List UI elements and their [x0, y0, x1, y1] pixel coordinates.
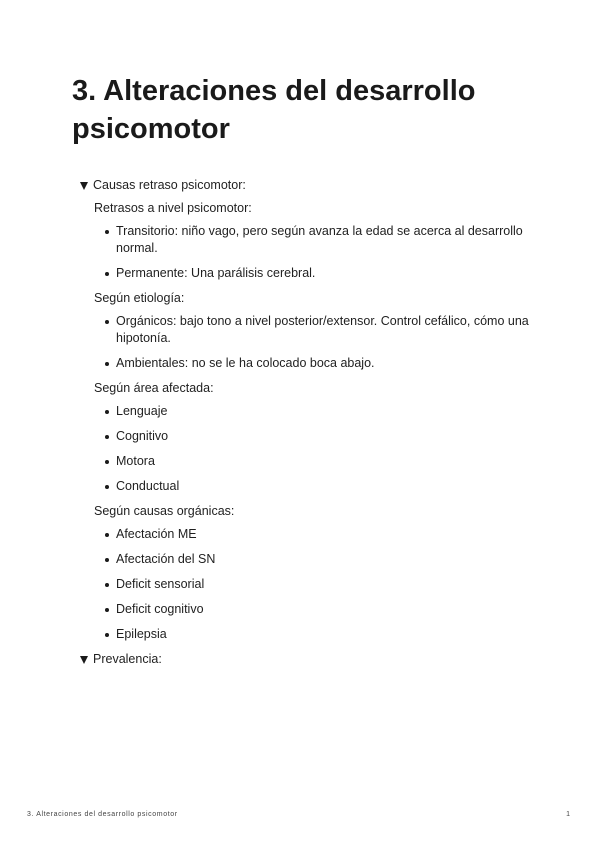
list-item	[116, 626, 540, 643]
list-item	[116, 478, 540, 495]
list-item	[116, 453, 540, 470]
toggle-label: Prevalencia:	[93, 652, 162, 666]
toggle-label: Causas retraso psicomotor:	[93, 178, 246, 192]
bullet-icon	[105, 608, 109, 612]
list-item	[116, 223, 540, 257]
list-item-text: Transitorio: niño vago, pero según avanza la edad se acerca al desarrollo normal.	[116, 224, 523, 255]
list-item	[116, 551, 540, 568]
bullet-list	[94, 403, 540, 495]
list-item-text: Permanente: Una parálisis cerebral.	[116, 266, 316, 280]
bullet-list	[94, 313, 540, 372]
list-item-text: Afectación del SN	[116, 552, 216, 566]
footer-page-number: 1	[566, 811, 570, 818]
section-heading: Retrasos a nivel psicomotor:	[94, 201, 252, 215]
bullet-icon	[105, 583, 109, 587]
bullet-icon	[105, 633, 109, 637]
bullet-icon	[105, 320, 109, 324]
bullet-icon	[105, 533, 109, 537]
triangle-down-icon[interactable]	[80, 182, 88, 190]
list-item	[116, 601, 540, 618]
bullet-icon	[105, 435, 109, 439]
toggle-body-causas	[80, 194, 540, 643]
list-item-text: Lenguaje	[116, 404, 168, 418]
section-heading: Según etiología:	[94, 291, 185, 305]
list-item-text: Conductual	[116, 479, 180, 493]
list-item-text: Orgánicos: bajo tono a nivel posterior/extensor. Control cefálico, cómo una hipotonía.	[116, 314, 529, 345]
bullet-icon	[105, 460, 109, 464]
section-heading: Según área afectada:	[94, 381, 214, 395]
list-item	[116, 428, 540, 445]
section-heading: Según causas orgánicas:	[94, 504, 235, 518]
toggle-header-causas[interactable]	[80, 177, 540, 194]
bullet-icon	[105, 558, 109, 562]
list-item	[116, 403, 540, 420]
list-item	[116, 355, 540, 372]
bullet-icon	[105, 410, 109, 414]
list-item	[116, 313, 540, 347]
list-item-text: Ambientales: no se le ha colocado boca abajo.	[116, 356, 375, 370]
list-item	[116, 526, 540, 543]
toggle-prevalencia	[80, 651, 540, 668]
list-item	[116, 265, 540, 282]
list-item-text: Deficit cognitivo	[116, 602, 204, 616]
page-title: 3. Alteraciones del desarrollo psicomotor	[72, 75, 476, 145]
bullet-icon	[105, 272, 109, 276]
toggle-causas	[80, 177, 540, 643]
toggle-header-prevalencia[interactable]	[80, 651, 540, 668]
bullet-list	[94, 526, 540, 643]
list-item	[116, 576, 540, 593]
footer-title: 3. Alteraciones del desarrollo psicomotor	[27, 811, 178, 818]
list-item-text: Motora	[116, 454, 155, 468]
list-item-text: Afectación ME	[116, 527, 197, 541]
bullet-icon	[105, 362, 109, 366]
page-content	[80, 177, 540, 668]
list-item-text: Deficit sensorial	[116, 577, 205, 591]
list-item-text: Epilepsia	[116, 627, 167, 641]
bullet-list	[94, 223, 540, 282]
list-item-text: Cognitivo	[116, 429, 169, 443]
bullet-icon	[105, 485, 109, 489]
bullet-icon	[105, 230, 109, 234]
triangle-down-icon[interactable]	[80, 656, 88, 664]
